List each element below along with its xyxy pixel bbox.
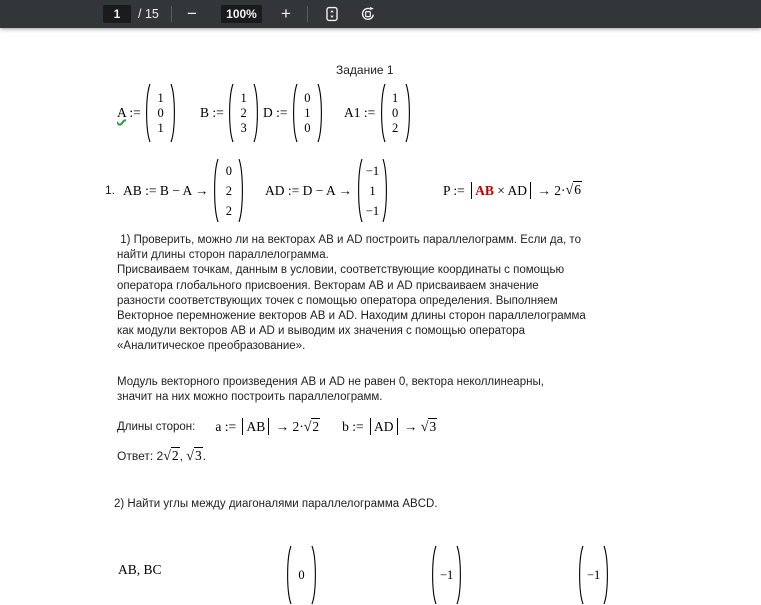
vector-value: 1 [392,90,399,105]
vector-value: 0 [298,567,305,582]
zoom-out-button[interactable]: − [181,0,203,28]
arrow-operator: → [534,182,555,198]
vector-value: 0 [392,105,399,120]
vector-value: 2 [225,183,233,198]
paren-left [144,83,151,143]
text-line: 1) Проверить, можно ли на векторах AB и AD построить параллелограмм. Если да, то [117,234,581,246]
vector-value: 1 [157,90,164,105]
radical-sign: √ [163,448,171,464]
pdf-toolbar [0,0,761,28]
matrix-def-a1 [344,83,412,143]
zoom-level-label: 100% [221,5,262,23]
text-line: найти длины сторон параллелограмма. [117,249,329,262]
paren-left [430,545,437,605]
vector-value: 0 [304,120,311,135]
assign-operator: := [209,105,228,120]
paren-left [379,83,386,143]
lengths-row [117,414,437,440]
vector-value: 1 [369,183,376,198]
radical-sign: √ [303,420,312,435]
answer-row [117,446,206,466]
paren-right [405,83,412,143]
paren-left [227,83,234,143]
vector-value: 3 [240,120,247,135]
assign-operator: := [272,105,291,120]
paren-right [382,158,389,223]
answer-separator: , [179,448,187,463]
abs-bar [471,182,472,199]
abs-bar [370,418,371,435]
lengths-label: Длины сторон: [117,420,196,433]
toolbar-divider [307,6,308,22]
coefficient: 2· [554,182,566,198]
formula-b: b := AD → √3 [342,419,437,435]
vector-value: 2 [392,120,399,135]
text-line: как модули векторов AB и AD и выводим их значения с помощью оператора [117,325,526,338]
matrix-def-a [117,83,177,143]
formula-p-mid: × AD [493,182,528,198]
paren-right [238,158,245,223]
zoom-in-button[interactable]: + [275,0,297,28]
bottom-vector-2 [430,545,463,605]
bottom-vector-3 [577,545,610,605]
formula-ad-lhs: AD := D − A → [265,182,352,198]
radicand: 3 [194,447,202,463]
assign-operator: := [126,105,145,120]
paren-right [170,83,177,143]
radical-sign: √ [420,420,429,435]
var-b-label: B [200,105,210,120]
vector-value: 0 [225,163,233,178]
vector-value: 2 [240,105,247,120]
abs-bar [530,182,531,199]
formula-p-lhs: P := [443,182,469,198]
var-a-label: A [117,105,127,120]
page-count-label: / 15 [138,7,159,21]
fit-to-page-icon[interactable] [324,6,340,22]
vector-value: 1 [240,90,247,105]
paren-left [212,158,219,223]
vector-value: 1 [157,120,164,135]
text-line: Модуль векторного произведения AB и AD не равен 0, вектора неколлинеарны, [117,376,544,388]
vector-value: −1 [587,567,601,582]
paren-right [317,83,324,143]
page-number-input[interactable]: 1 [103,5,131,23]
vector-value: 2 [225,203,233,218]
answer-prefix: Ответ: 2 [117,448,164,463]
paren-right [311,545,318,605]
vector-value: 1 [304,105,311,120]
text-line: оператора глобального присвоения. Векторам AB и AD присваиваем значение [117,279,539,292]
pdf-page [0,28,761,582]
vector-value: −1 [440,567,454,582]
formula-ab [105,158,245,223]
formula-a: a := AB → 2·√2 [215,419,320,435]
radical-sign: √ [565,183,574,198]
text-line: разности соответствующих точек с помощью оператора определения. Выполняем [117,294,558,307]
paren-left [577,545,584,605]
text-line: Присваиваем точкам, данным в условии, соответствующие координаты с помощью [117,264,565,277]
vector-value: −1 [365,203,380,218]
radical-sign: √ [186,448,194,464]
abs-bar [397,418,398,435]
paragraph-1 [117,233,586,355]
vector-value: 0 [304,90,311,105]
radicand: 6 [574,182,581,197]
toolbar-divider [171,6,172,22]
paren-left [291,83,298,143]
formula-ad [265,158,389,223]
abs-bar [268,418,269,435]
vector-value: −1 [365,163,380,178]
item-number: 1. [105,183,116,197]
paren-right [253,83,260,143]
vector-ab-red: AB [475,182,494,198]
formula-ab-lhs: AB := B − A → [123,182,209,198]
answer-period: . [202,448,207,463]
abs-bar [242,418,243,435]
text-line: «Аналитическое преобразование». [117,340,306,353]
radicand: 2 [171,447,179,463]
paren-right [456,545,463,605]
page-title: Задание 1 [336,63,394,77]
item2-heading: 2) Найти углы между диагоналями параллелограмма ABCD. [114,498,438,510]
bottom-partial-text: AB, BC [118,562,162,577]
paragraph-2 [117,375,544,405]
matrix-def-b [200,83,260,143]
text-line: значит на них можно построить параллелограмм. [117,391,383,404]
var-a1-label: A1 [344,105,361,120]
text-line: Векторное перемножение векторов AB и AD. Находим длины сторон параллелограмма [117,310,586,323]
formula-p [443,158,582,223]
paren-left [356,158,363,223]
vector-value: 0 [157,105,164,120]
paren-right [603,545,610,605]
rotate-icon[interactable] [360,6,376,22]
var-d-label: D [263,105,273,120]
assign-operator: := [360,105,379,120]
bottom-vector-1 [285,545,318,605]
matrix-def-d [263,83,324,143]
paren-left [285,545,292,605]
